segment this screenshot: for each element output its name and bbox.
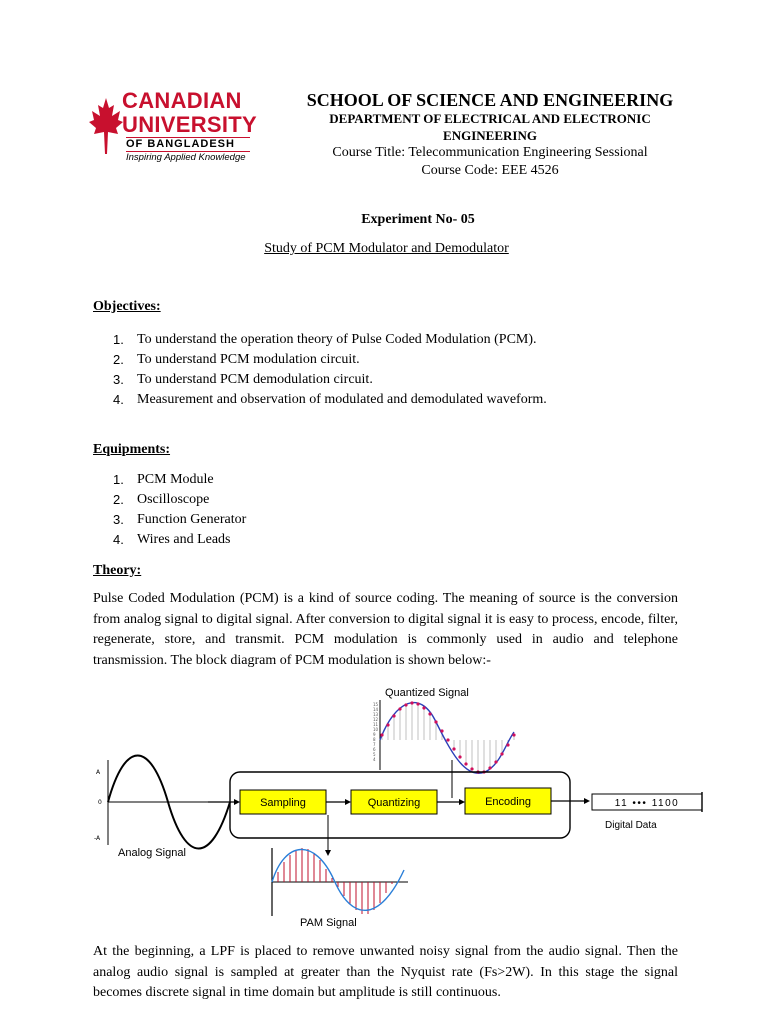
list-number: 2. bbox=[113, 352, 124, 367]
list-text: To understand PCM demodulation circuit. bbox=[137, 372, 373, 387]
equipments-heading: Equipments: bbox=[93, 442, 171, 457]
list-number: 2. bbox=[113, 492, 124, 507]
svg-text:12: 12 bbox=[373, 717, 379, 722]
svg-text:4: 4 bbox=[373, 757, 376, 762]
theory-paragraph-1: Pulse Coded Modulation (PCM) is a kind of source coding. The meaning of source is the conversion from analog signal to digital signal. After conversion to digital signal it is easy to process, encode, filter, regenerate, store, and transmit. PCM modulation is commonly used in audio and telephone transmission. The block diagram of PCM modulation is shown below:- bbox=[93, 591, 678, 668]
equipments-list bbox=[113, 470, 513, 550]
logo-line-canadian: CANADIAN bbox=[122, 88, 242, 113]
list-item bbox=[113, 390, 713, 410]
sampling-label: Sampling bbox=[260, 797, 306, 809]
list-number: 3. bbox=[113, 372, 124, 387]
svg-text:14: 14 bbox=[373, 707, 379, 712]
pcm-block-diagram bbox=[90, 680, 730, 932]
course-code: Course Code: EEE 4526 bbox=[421, 163, 559, 178]
arrow-head bbox=[584, 798, 590, 804]
list-item bbox=[113, 370, 713, 390]
quantized-signal-label: Quantized Signal bbox=[385, 687, 469, 699]
list-number: 4. bbox=[113, 392, 124, 407]
quantizing-label: Quantizing bbox=[367, 797, 421, 809]
axis-label-neg-a: -A bbox=[94, 835, 101, 842]
logo-line-university: UNIVERSITY bbox=[122, 112, 258, 137]
quantized-points bbox=[380, 701, 515, 773]
university-logo bbox=[88, 86, 268, 176]
list-text: To understand PCM modulation circuit. bbox=[137, 352, 360, 367]
axis-label-zero: 0 bbox=[98, 799, 102, 806]
list-item bbox=[113, 530, 513, 550]
list-item bbox=[113, 510, 513, 530]
svg-text:10: 10 bbox=[373, 727, 379, 732]
svg-text:13: 13 bbox=[373, 712, 379, 717]
experiment-title: Study of PCM Modulator and Demodulator bbox=[264, 241, 509, 256]
list-item bbox=[113, 470, 513, 490]
maple-leaf-icon bbox=[88, 96, 124, 156]
list-number: 1. bbox=[113, 472, 124, 487]
objectives-list bbox=[113, 330, 713, 410]
quantized-grid bbox=[382, 703, 514, 772]
arrow-head bbox=[345, 799, 351, 805]
school-name: SCHOOL OF SCIENCE AND ENGINEERING bbox=[306, 90, 674, 110]
arrow-head bbox=[459, 799, 465, 805]
quantized-ticks bbox=[373, 702, 379, 762]
logo-line-bangladesh: OF BANGLADESH bbox=[126, 138, 235, 150]
theory-paragraph-2: At the beginning, a LPF is placed to remove unwanted noisy signal from the audio signal. Then the analog audio signal is sampled at greater than the Nyquist rate (Fs>2W). In this stage the signal becomes discrete signal in time domain but amplitude is still continuous. bbox=[93, 944, 678, 1000]
theory-heading: Theory: bbox=[93, 563, 142, 578]
list-number: 3. bbox=[113, 512, 124, 527]
digital-data-label: Digital Data bbox=[605, 820, 657, 831]
list-text: Wires and Leads bbox=[137, 532, 231, 547]
svg-text:11: 11 bbox=[373, 722, 379, 727]
analog-signal-label: Analog Signal bbox=[118, 847, 186, 859]
pam-signal-label: PAM Signal bbox=[300, 917, 357, 929]
list-number: 1. bbox=[113, 332, 124, 347]
list-text: Measurement and observation of modulated and demodulated waveform. bbox=[137, 392, 547, 407]
svg-text:7: 7 bbox=[373, 742, 376, 747]
encoding-label: Encoding bbox=[485, 796, 531, 808]
experiment-number: Experiment No- 05 bbox=[361, 212, 475, 227]
svg-text:15: 15 bbox=[373, 702, 379, 707]
list-item bbox=[113, 350, 713, 370]
course-title: Course Title: Telecommunication Engineering Sessional bbox=[332, 145, 648, 160]
svg-text:5: 5 bbox=[373, 752, 376, 757]
svg-text:6: 6 bbox=[373, 747, 376, 752]
list-text: To understand the operation theory of Pulse Coded Modulation (PCM). bbox=[137, 332, 537, 347]
list-item bbox=[113, 330, 713, 350]
pam-wave bbox=[272, 849, 404, 910]
svg-text:8: 8 bbox=[373, 737, 376, 742]
list-number: 4. bbox=[113, 532, 124, 547]
logo-tagline: Inspiring Applied Knowledge bbox=[126, 152, 246, 163]
arrow-head bbox=[234, 799, 240, 805]
analog-axis-labels bbox=[94, 769, 102, 842]
digital-data-value: 11 ••• 1100 bbox=[614, 798, 680, 809]
list-text: Function Generator bbox=[137, 512, 247, 527]
list-text: PCM Module bbox=[137, 472, 214, 487]
axis-label-a: A bbox=[96, 769, 101, 776]
arrow-head bbox=[325, 850, 331, 856]
objectives-heading: Objectives: bbox=[93, 299, 161, 314]
svg-text:9: 9 bbox=[373, 732, 376, 737]
list-text: Oscilloscope bbox=[137, 492, 210, 507]
list-item bbox=[113, 490, 513, 510]
department-name: DEPARTMENT OF ELECTRICAL AND ELECTRONIC ENGINEERING bbox=[329, 111, 651, 143]
